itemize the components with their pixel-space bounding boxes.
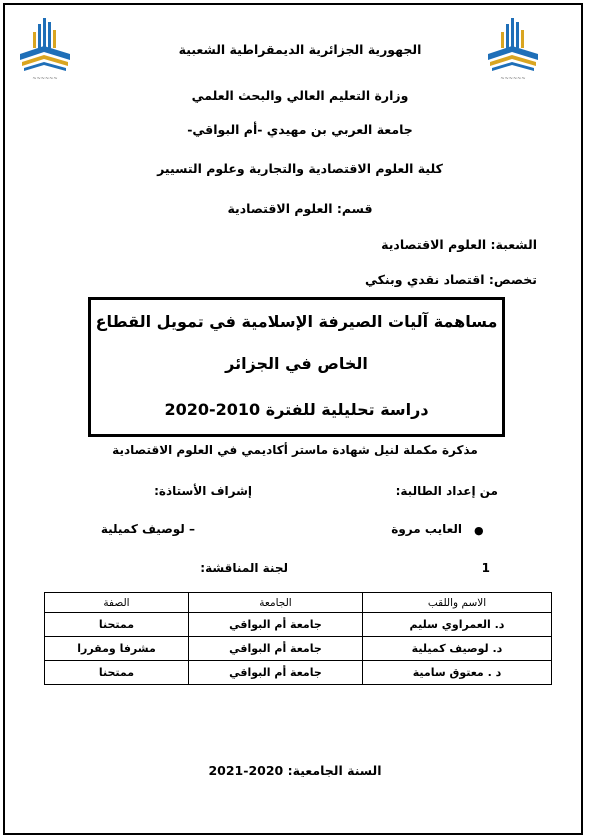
table-row (45, 661, 552, 685)
republic-name: الجهورية الجزائرية الديمقراطية الشعبية (178, 42, 422, 57)
thesis-title-box (88, 297, 505, 437)
supervisor-label: إشراف الأستاذة: (154, 484, 252, 498)
bullet-icon: ● (474, 524, 484, 537)
thesis-title-line-2: الخاص في الجزائر (225, 354, 368, 373)
header-university: الجامعة (189, 593, 363, 613)
academic-year: السنة الجامعية: 2020-2021 (208, 763, 382, 778)
faculty-name: كلية العلوم الاقتصادية والتجارية وعلوم التسيير (157, 161, 443, 176)
department-name: قسم: العلوم الاقتصادية (227, 201, 373, 216)
student-name: العايب مروة (391, 522, 462, 536)
jury-member-role: مشرفا ومقررا (45, 637, 189, 661)
table-row (45, 637, 552, 661)
thesis-title-line-1: مساهمة آليات الصيرفة الإسلامية في تمويل القطاع (95, 312, 498, 331)
jury-member-role: ممتحنا (45, 661, 189, 685)
branch-label: الشعبة: العلوم الاقتصادية (381, 237, 537, 252)
logo-tower-icon (501, 18, 524, 48)
svg-text:~~~~~~: ~~~~~~ (32, 76, 58, 82)
university-logo-left (14, 10, 76, 84)
header-role: الصفة (45, 593, 189, 613)
jury-label: لجنة المناقشة: (200, 561, 288, 575)
ministry-name: وزارة التعليم العالي والبحث العلمي (191, 88, 409, 103)
university-name: جامعة العربي بن مهيدي -أم البواقي- (187, 122, 413, 137)
jury-member-university: جامعة أم البواقي (189, 637, 363, 661)
specialty-label: تخصص: اقتصاد نقدي وبنكي (365, 272, 537, 287)
jury-number: 1 (481, 561, 490, 575)
svg-text:~~~~~~: ~~~~~~ (500, 76, 526, 82)
jury-member-name: د. العمراوي سليم (363, 613, 552, 637)
jury-member-name: د . معتوق سامية (363, 661, 552, 685)
logo-book-icon (20, 46, 70, 71)
logo-book-icon (488, 46, 538, 71)
jury-member-role: ممتحنا (45, 613, 189, 637)
logo-tower-icon (33, 18, 56, 48)
jury-table (44, 592, 552, 685)
jury-member-university: جامعة أم البواقي (189, 661, 363, 685)
table-row (45, 613, 552, 637)
jury-member-name: د. لوصيف كميلية (363, 637, 552, 661)
thesis-subtitle: دراسة تحليلية للفترة 2010-2020 (164, 400, 429, 419)
jury-table-header (45, 593, 552, 613)
prepared-by-label: من إعداد الطالبة: (395, 484, 498, 498)
header-name: الاسم واللقب (363, 593, 552, 613)
memo-statement: مذكرة مكملة لنيل شهادة ماستر أكاديمي في العلوم الاقتصادية (112, 443, 478, 457)
supervisor-name: – لوصيف كميلية (100, 522, 195, 536)
university-logo-right (482, 10, 544, 84)
jury-member-university: جامعة أم البواقي (189, 613, 363, 637)
